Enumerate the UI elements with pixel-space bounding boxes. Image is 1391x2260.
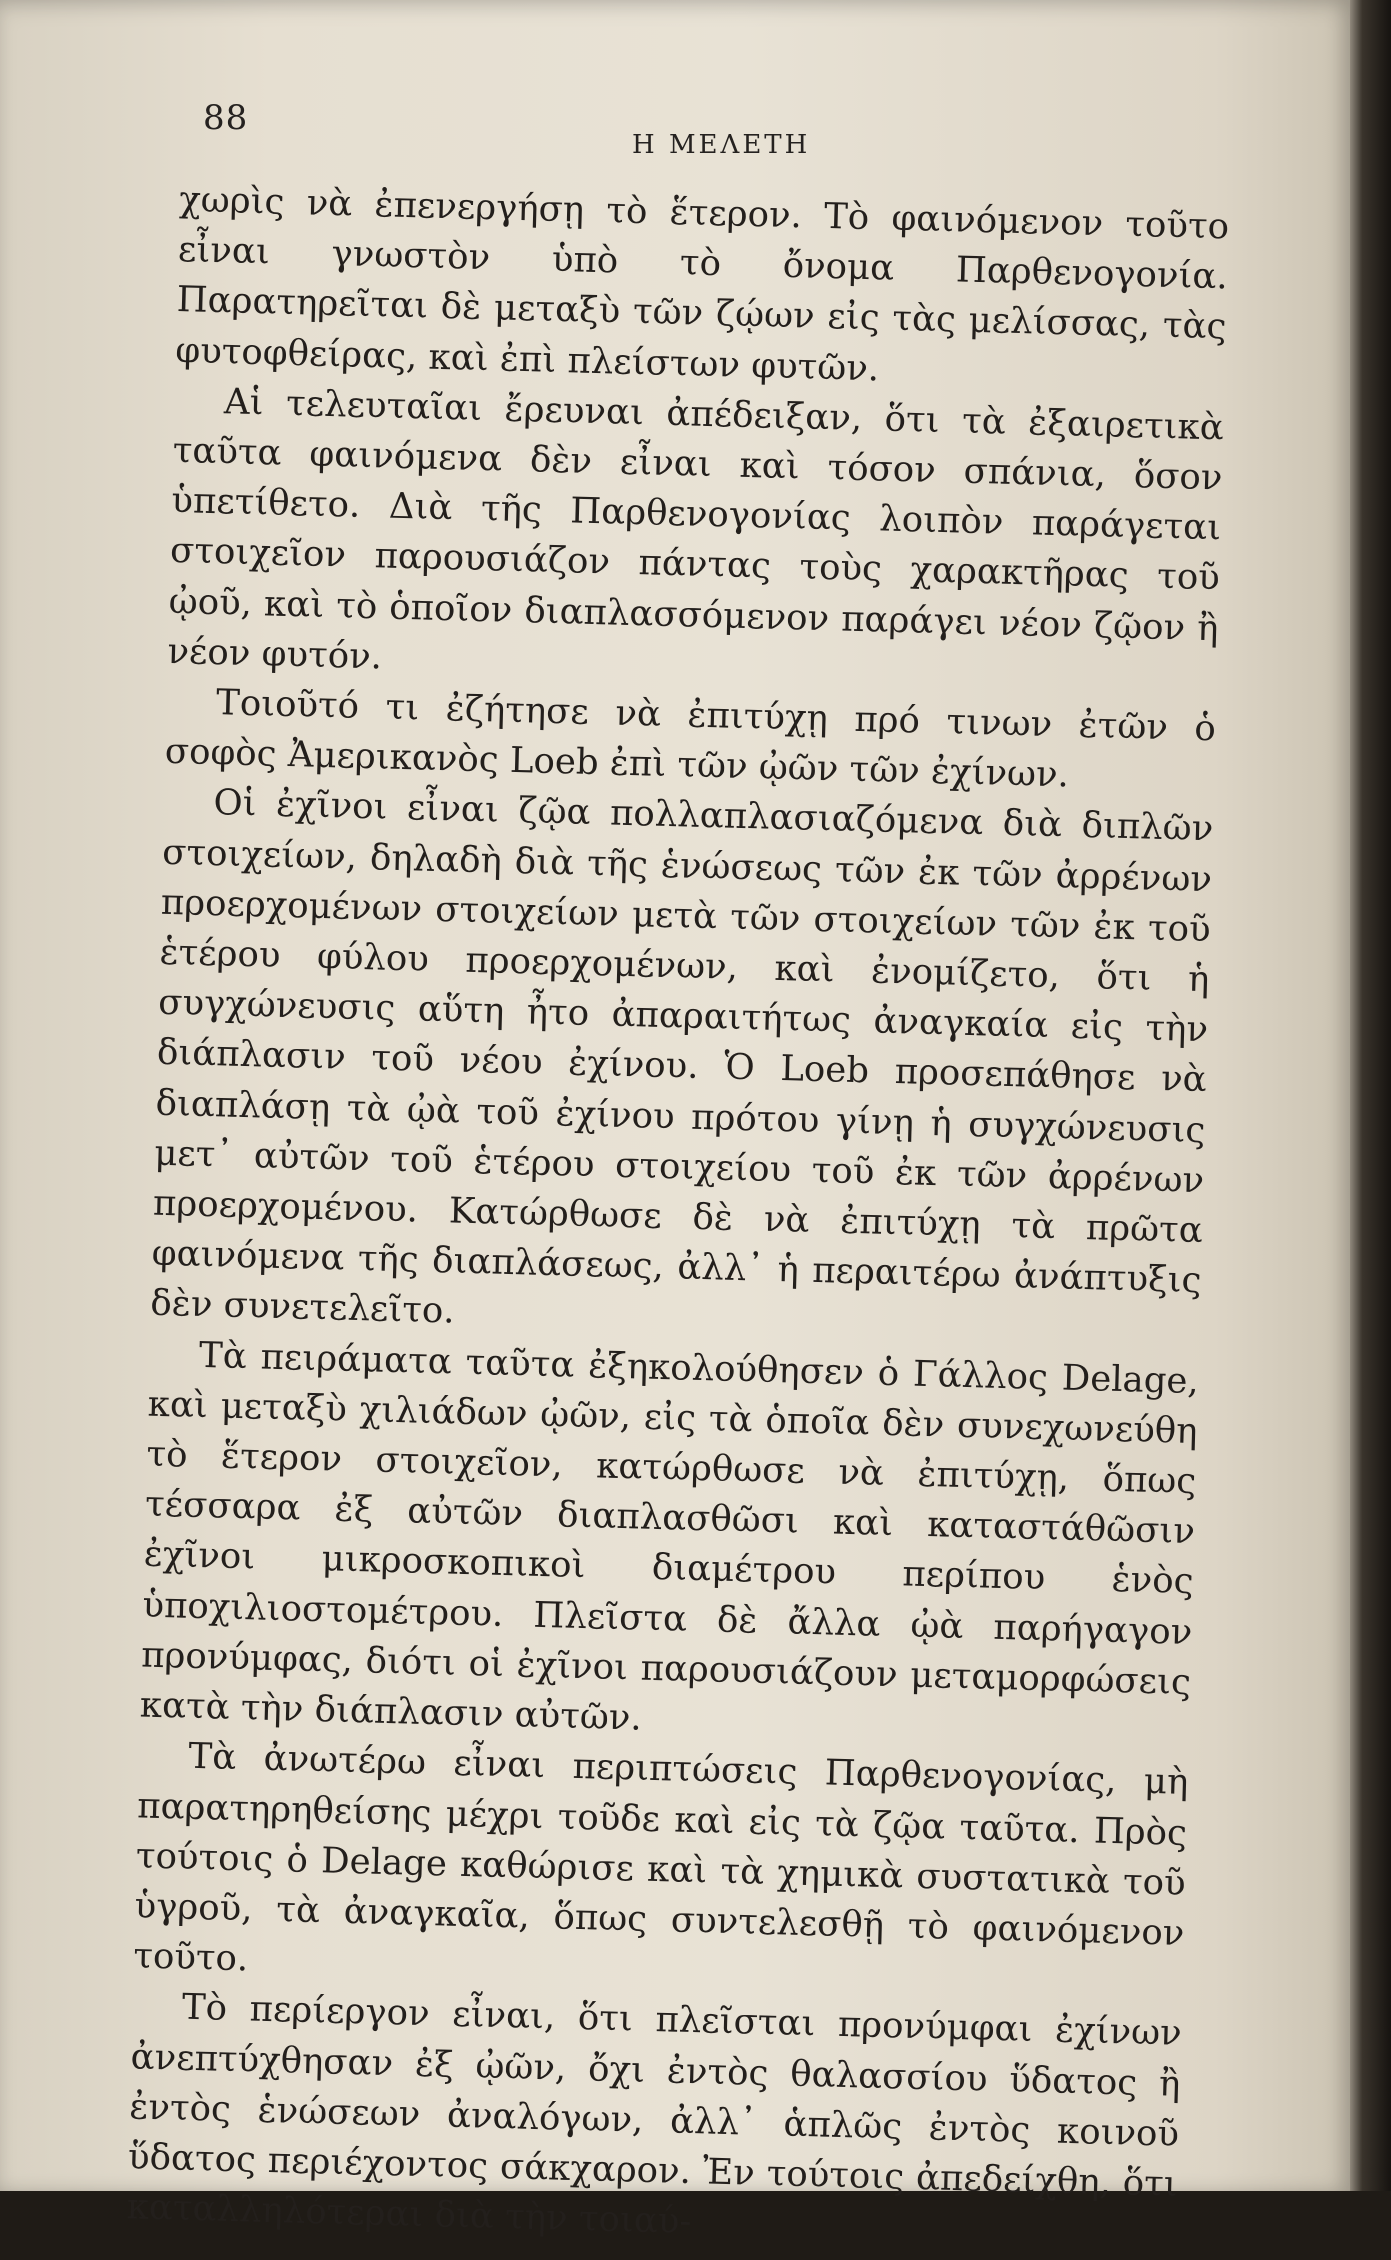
page-number: 88 <box>203 98 249 138</box>
paragraph-5: Τὰ πειράματα ταῦτα ἐξηκολούθησεν ὁ Γάλλος Delage, καὶ μεταξὺ χιλιάδων ᾠῶν, εἰς τὰ ὁποῖα δὲν συνεχωνεύθη τὸ ἕτερον στοιχεῖον, κατώρθωσε νὰ ἐπιτύχῃ, ὅπως τέσσαρα ἐξ αὐτῶν διαπλασθῶσι καὶ καταστάθῶσιν ἐχῖνοι μικροσκοπικοὶ διαμέτρου περίπου ἑνὸς ὑποχιλιοστομέτρου. Πλεῖστα δὲ ἄλλα ᾠὰ παρήγαγον προνύμφας, διότι οἱ ἐχῖνοι παρουσιάζουν μεταμορφώσεις κατὰ τὴν διάπλασιν αὐτῶν. <box>139 1334 1200 1739</box>
body-text <box>126 175 1230 2260</box>
paragraph-7: Τὸ περίεργον εἶναι, ὅτι πλεῖσται προνύμφαι ἐχίνων ἀνεπτύχθησαν ἐξ ᾠῶν, ὄχι ἐντὸς θαλασσίου ὕδατος ἢ ἐντὸς ἑνώσεων ἀναλόγων, ἀλλ᾽ ἁπλῶς ἐντὸς κοινοῦ ὕδατος περιέχοντος σάκχαρον. Ἐν τούτοις ἀπεδείχθη, ὅτι καταλληλότεραι διὰ τὴν τοιαύ- <box>126 1987 1183 2243</box>
paragraph-3: Τοιοῦτό τι ἐζήτησε νὰ ἐπιτύχῃ πρό τινων ἐτῶν ὁ σοφὸς Ἀμερικανὸς Loeb ἐπὶ τῶν ᾠῶν τῶν ἐχίνων. <box>164 682 1217 796</box>
paragraph-4: Οἱ ἐχῖνοι εἶναι ζῷα πολλαπλασιαζόμενα διὰ διπλῶν στοιχείων, δηλαδὴ διὰ τῆς ἑνώσεως τῶν ἐκ τῶν ἀρρένων προερχομένων στοιχείων μετὰ τῶν στοιχείων τῶν ἐκ τοῦ ἑτέρου φύλου προερχομένων, καὶ ἐνομίζετο, ὅτι ἡ συγχώνευσις αὕτη ἦτο ἀπαραιτήτως ἀναγκαία εἰς τὴν διάπλασιν τοῦ νέου ἐχίνου. Ὁ Loeb προσεπάθησε νὰ διαπλάσῃ τὰ ᾠὰ τοῦ ἐχίνου πρότου γίνῃ ἡ συγχώνευσις μετ᾽ αὐτῶν τοῦ ἑτέρου στοιχείου τοῦ ἐκ τῶν ἀρρένων προερχομένου. Κατώρθωσε δὲ νὰ ἐπιτύχῃ τὰ πρῶτα φαινόμενα τῆς διαπλάσεως, ἀλλ᾽ ἡ περαιτέρω ἀνάπτυξις δὲν συνετελεῖτο. <box>149 782 1214 1333</box>
running-title: Η ΜΕΛΕΤΗ <box>632 130 811 160</box>
paragraph-1: χωρὶς νὰ ἐπενεργήσῃ τὸ ἕτερον. Τὸ φαινόμενον τοῦτο εἶναι γνωστὸν ὑπὸ τὸ ὄνομα Παρθενογονία. Παρατηρεῖται δὲ μεταξὺ τῶν ζῴων εἰς τὰς μελίσσας, τὰς φυτοφθείρας, καὶ ἐπὶ πλείστων φυτῶν. <box>174 178 1230 389</box>
paragraph-2: Αἱ τελευταῖαι ἔρευναι ἀπέδειξαν, ὅτι τὰ ἐξαιρετικὰ ταῦτα φαινόμενα δὲν εἶναι καὶ τόσον σπάνια, ὅσον ὑπετίθετο. Διὰ τῆς Παρθενογονίας λοιπὸν παράγεται στοιχεῖον παρουσιάζον πάντας τοὺς χαρακτῆρας τοῦ ᾠοῦ, καὶ τὸ ὁποῖον διαπλασσόμενον παράγει νέον ζῷον ἢ νέον φυτόν. <box>166 381 1225 678</box>
paragraph-6: Τὰ ἀνωτέρω εἶναι περιπτώσεις Παρθενογονίας, μὴ παρατηρηθείσης μέχρι τοῦδε καὶ εἰς τὰ ζῷα ταῦτα. Πρὸς τούτοις ὁ Delage καθώρισε καὶ τὰ χημικὰ συστατικὰ τοῦ ὑγροῦ, τὰ ἀναγκαῖα, ὅπως συντελεσθῇ τὸ φαινόμενον τοῦτο. <box>132 1736 1189 1980</box>
book-spine <box>1350 0 1391 2191</box>
